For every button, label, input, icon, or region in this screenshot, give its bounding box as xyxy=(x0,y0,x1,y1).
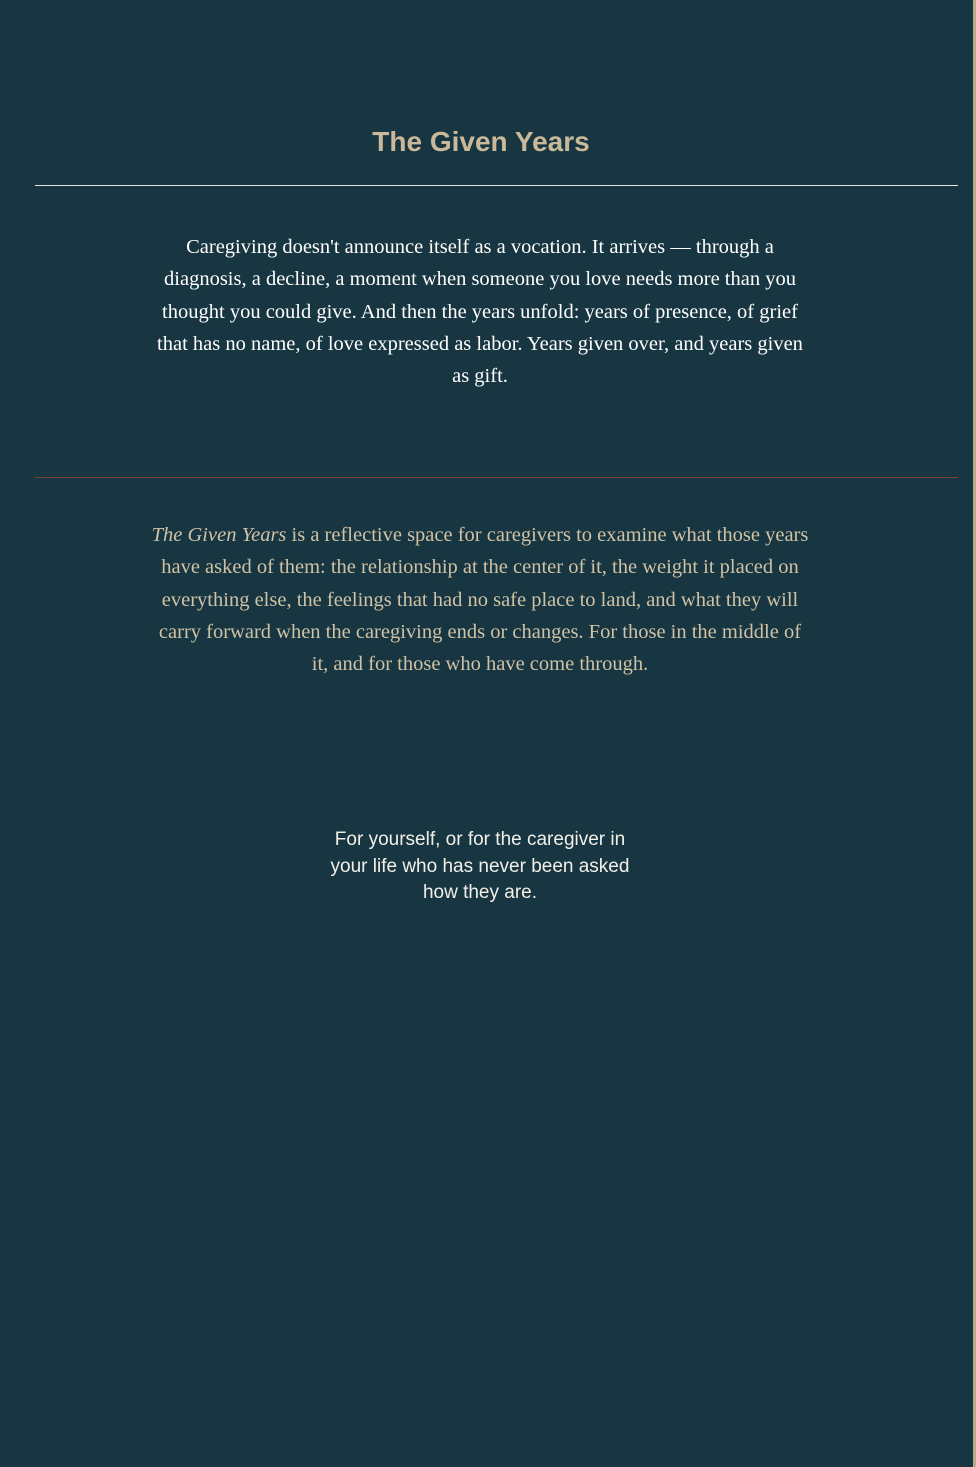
intro-paragraph: Caregiving doesn't announce itself as a vocation. It arrives — through a diagnosis, a decline, a moment when someone you love needs more than you thought you could give. And then the years unfold: years of presence, of grief that has no name, of love expressed as labor. Years given over, and years given as gift. xyxy=(157,236,803,388)
section-divider xyxy=(35,477,958,478)
page-title: The Given Years xyxy=(372,126,590,157)
description-title-italic: The Given Years xyxy=(151,524,287,546)
description-paragraph xyxy=(150,519,810,680)
description-body: is a reflective space for caregivers to examine what those years have asked of them: the relationship at the center of it, the weight it placed on everything else, the feelings that had no safe place to land, and what they will carry forward when the caregiving ends or changes. For those in the middle of it, and for those who have come through. xyxy=(158,524,809,676)
invitation-text: For yourself, or for the caregiver in your life who has never been asked how they are. xyxy=(330,829,630,903)
top-divider xyxy=(35,185,958,186)
